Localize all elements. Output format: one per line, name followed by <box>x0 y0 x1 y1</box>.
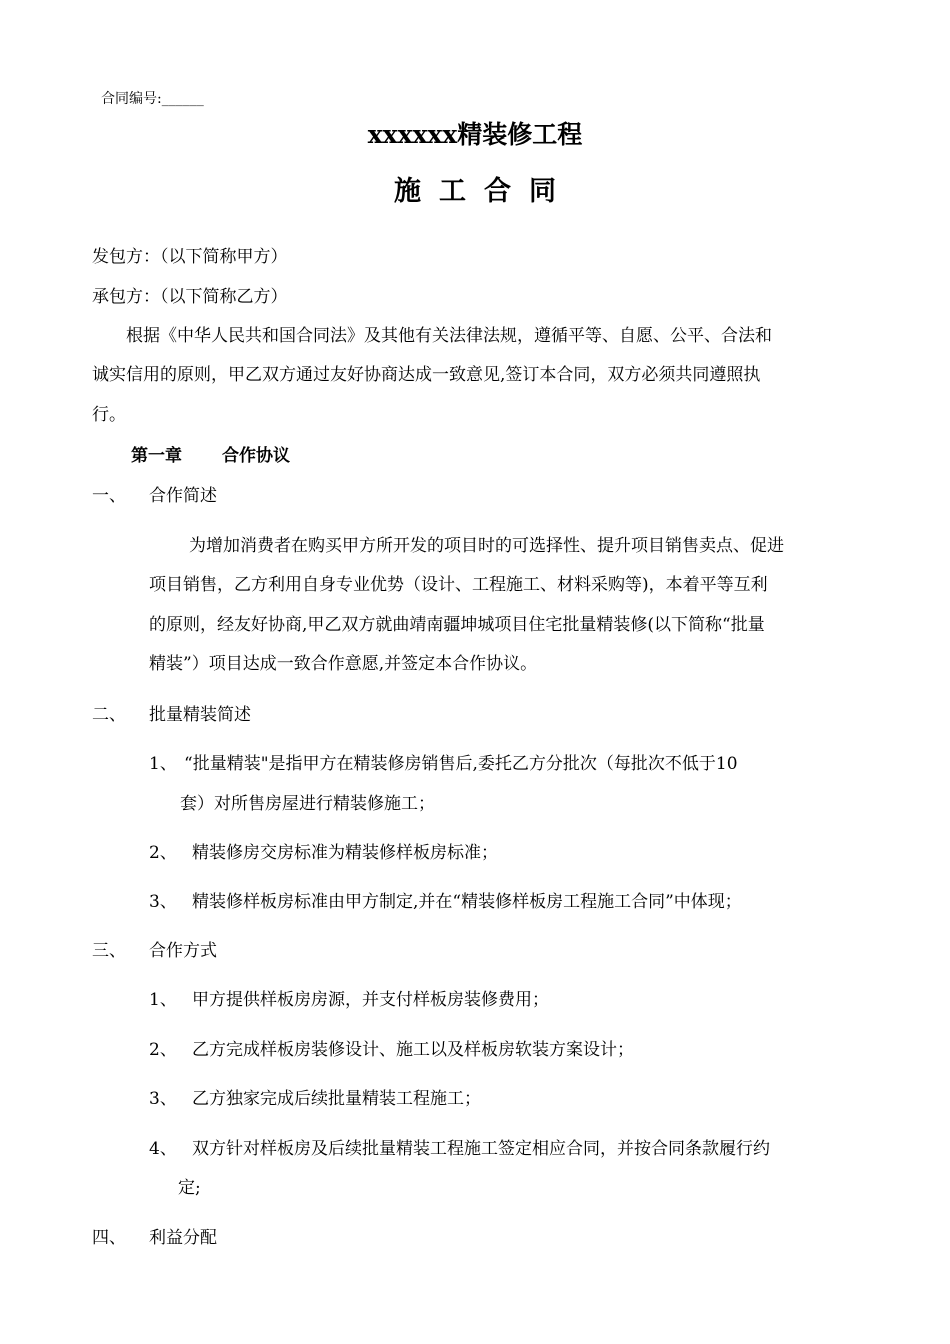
party-b-line: 承包方：（以下简称乙方） <box>92 287 288 307</box>
list-item-line: 乙方独家完成后续批量精装工程施工； <box>192 1089 481 1109</box>
contract-number-label: 合同编号:______ <box>101 91 204 107</box>
section-number: 二、 <box>92 705 126 725</box>
list-item-number: 3、 <box>149 1089 177 1109</box>
section-title: 合作方式 <box>149 941 217 961</box>
section-title: 合作简述 <box>149 486 217 506</box>
list-item-number: 3、 <box>149 892 177 912</box>
section-paragraph-line: 为增加消费者在购买甲方所开发的项目时的可选择性、提升项目销售卖点、促进 <box>189 536 784 556</box>
section-title: 批量精装简述 <box>149 705 251 725</box>
list-item-number: 4、 <box>149 1139 177 1159</box>
list-item-number: 2、 <box>149 1040 177 1060</box>
list-item-line: 双方针对样板房及后续批量精装工程施工签定相应合同，并按合同条款履行约 <box>192 1139 770 1159</box>
list-item-line: 甲方提供样板房房源，并支付样板房装修费用； <box>192 990 549 1010</box>
section-paragraph-line: 项目销售，乙方利用自身专业优势（设计、工程施工、材料采购等)，本着平等互利 <box>149 575 768 595</box>
list-item-line: 定; <box>178 1178 201 1198</box>
party-a-line: 发包方：（以下简称甲方） <box>92 247 288 267</box>
list-item-number: 1、 <box>149 990 177 1010</box>
list-item-number: 1、 <box>149 754 177 774</box>
chapter-number: 第一章 <box>131 446 182 466</box>
section-paragraph-line: 精装”）项目达成一致合作意愿,并签定本合作协议。 <box>149 654 538 674</box>
list-item-line: 套）对所售房屋进行精装修施工； <box>180 794 435 814</box>
section-number: 三、 <box>92 941 126 961</box>
section-title: 利益分配 <box>149 1228 217 1248</box>
title-contract-type: 施工合同 <box>394 176 574 207</box>
list-item-line: “批量精装"是指甲方在精装修房销售后,委托乙方分批次（每批次不低于10 <box>184 754 738 774</box>
preamble-line: 行。 <box>92 405 126 425</box>
preamble-line: 诚实信用的原则，甲乙双方通过友好协商达成一致意见,签订本合同，双方必须共同遵照执 <box>92 365 761 385</box>
list-item-line: 精装修房交房标准为精装修样板房标准； <box>192 843 498 863</box>
section-number: 四、 <box>92 1228 126 1248</box>
section-paragraph-line: 的原则，经友好协商,甲乙双方就曲靖南疆坤城项目住宅批量精装修(以下简称“批量 <box>149 615 765 635</box>
section-number: 一、 <box>92 486 126 506</box>
preamble-line: 根据《中华人民共和国合同法》及其他有关法律法规，遵循平等、自愿、公平、合法和 <box>126 326 772 346</box>
list-item-line: 精装修样板房标准由甲方制定,并在“精装修样板房工程施工合同”中体现； <box>192 892 742 912</box>
chapter-title: 合作协议 <box>222 446 290 466</box>
list-item-number: 2、 <box>149 843 177 863</box>
list-item-line: 乙方完成样板房装修设计、施工以及样板房软装方案设计； <box>192 1040 634 1060</box>
title-project-name: xxxxxx精装修工程 <box>367 120 583 149</box>
